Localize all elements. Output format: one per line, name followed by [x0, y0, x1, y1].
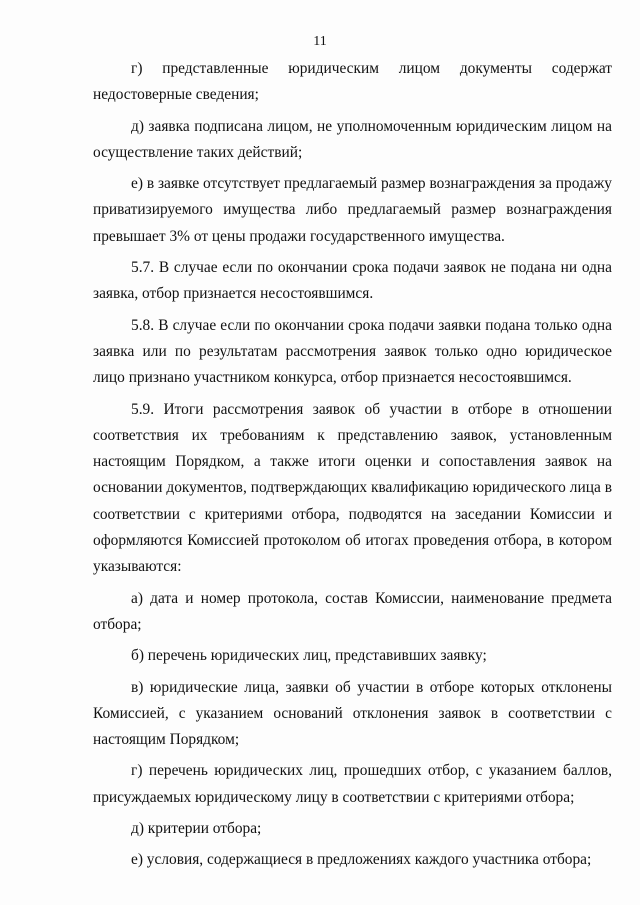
- page-number: 11: [313, 34, 327, 49]
- paragraph-item-g: г) представленные юридическим лицом документы содержат недостоверные сведения;: [93, 60, 612, 104]
- paragraph-5-9: 5.9. Итоги рассмотрения заявок об участии в отборе в отношении соответствия их требованиям к представлению заявок, установленным настоящим Порядком, а также итоги оценки и сопоставления заявок на основании документов, подтверждающих квалификацию юридического лица в соответствии с критериями отбора, подводятся на заседании Комиссии и оформляются Комиссией протоколом об итогах проведения отбора, в котором указываются:: [93, 400, 612, 576]
- list-item-b: б) перечень юридических лиц, представивших заявку;: [131, 647, 487, 665]
- list-item-a: а) дата и номер протокола, состав Комиссии, наименование предмета отбора;: [93, 589, 612, 633]
- list-item-d: д) критерии отбора;: [131, 820, 262, 838]
- paragraph-item-e: е) в заявке отсутствует предлагаемый размер вознаграждения за продажу приватизируемого имущества либо предлагаемый размер вознаграждения превышает 3% от цены продажи государственного имущества.: [93, 175, 612, 245]
- list-item-v: в) юридические лица, заявки об участии в отборе которых отклонены Комиссией, с указанием оснований отклонения заявок в соответствии с настоящим Порядком;: [93, 678, 612, 749]
- list-item-e: е) условия, содержащиеся в предложениях каждого участника отбора;: [131, 851, 592, 869]
- document-body: [93, 56, 612, 874]
- paragraph-item-d: д) заявка подписана лицом, не уполномоченным юридическим лицом на осуществление таких действий;: [93, 117, 612, 161]
- list-item-g: г) перечень юридических лиц, прошедших отбор, с указанием баллов, присуждаемых юридическому лицу в соответствии с критериями отбора;: [93, 762, 612, 806]
- paragraph-5-8: 5.8. В случае если по окончании срока подачи заявки подана только одна заявка или по результатам рассмотрения заявок только одно юридическое лицо признано участником конкурса, отбор признается несостоявшимся.: [93, 316, 612, 387]
- paragraph-5-7: 5.7. В случае если по окончании срока подачи заявок не подана ни одна заявка, отбор признается несостоявшимся.: [93, 259, 612, 303]
